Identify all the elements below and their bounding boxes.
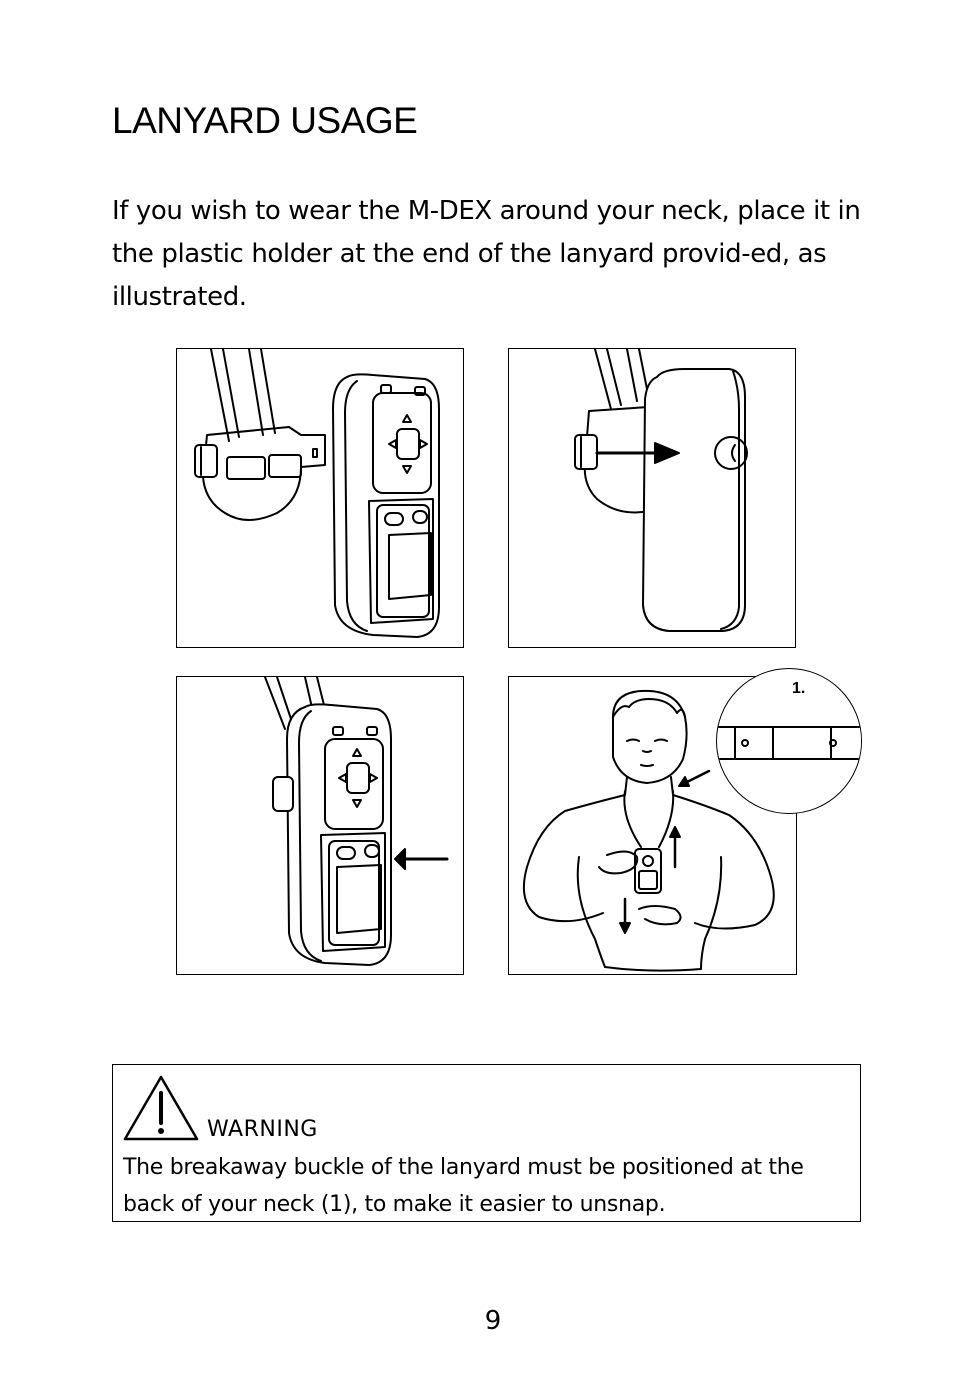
- page-number: 9: [484, 1306, 502, 1336]
- illustration-holder-and-device: [176, 348, 464, 648]
- buckle-detail-inset: [716, 668, 862, 814]
- intro-paragraph: If you wish to wear the M-DEX around your neck, place it in the plastic holder at the end of the lanyard provid-ed, as illustrated.: [112, 196, 861, 312]
- warning-triangle-icon: [123, 1075, 199, 1141]
- warning-box: [112, 1064, 861, 1222]
- illustration-slide-into-holder: [508, 348, 796, 648]
- warning-text: The breakaway buckle of the lanyard must be positioned at the back of your neck (1), to make it easier to unsnap.: [123, 1155, 804, 1217]
- illustration-device-inserted: [176, 676, 464, 975]
- page-title: LANYARD USAGE: [112, 100, 418, 141]
- inset-label: 1.: [792, 680, 806, 697]
- warning-title: WARNING: [207, 1117, 318, 1142]
